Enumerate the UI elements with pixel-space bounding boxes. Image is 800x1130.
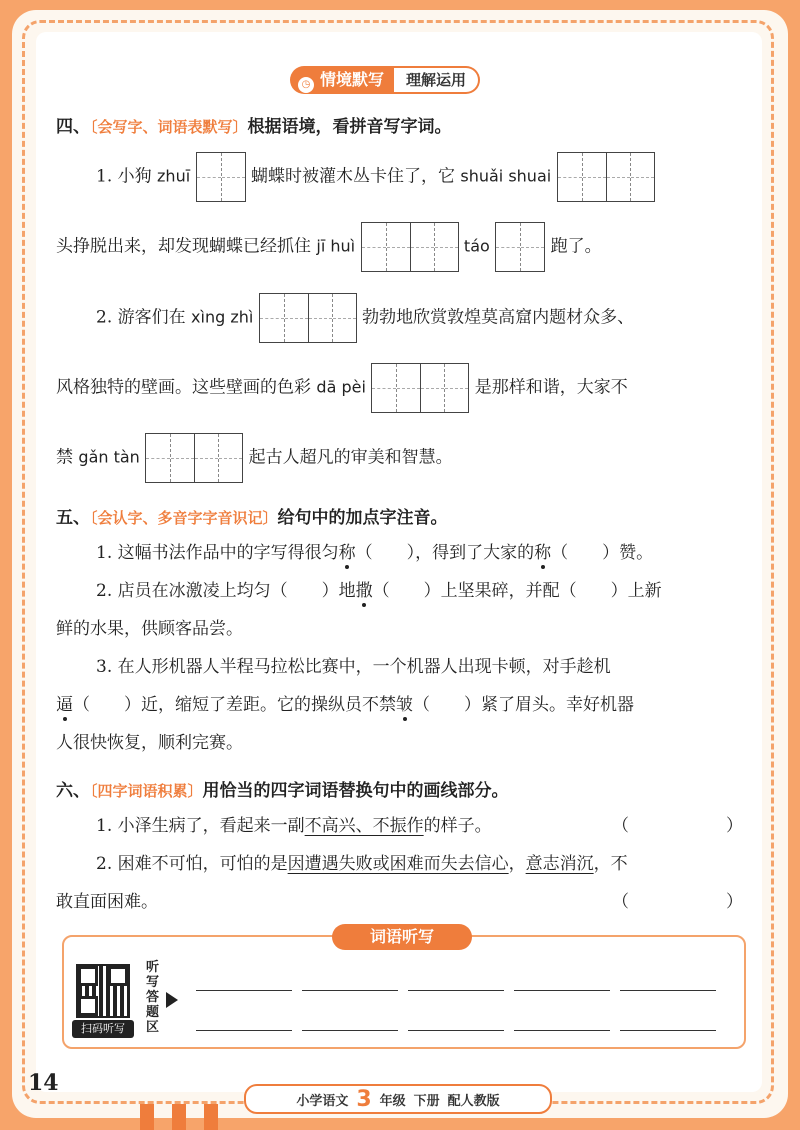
underlined-phrase: 不高兴、不振作	[304, 816, 424, 836]
text: 勃勃地欣赏敦煌莫高窟内题材众多、	[362, 307, 635, 328]
scan-label: 扫码听写	[72, 1020, 134, 1038]
decorative-tab	[204, 1104, 218, 1130]
dotted-char: 称	[338, 543, 356, 563]
answer-grid[interactable]	[196, 152, 246, 202]
answer-grid[interactable]	[495, 222, 545, 272]
answer-paren-text[interactable]: （ ）赞。	[551, 543, 654, 563]
answer-paren-text[interactable]: （ ），得到了大家的	[355, 543, 535, 563]
footer-subject: 小学语文	[296, 1093, 349, 1109]
pinyin: dā pèi	[316, 377, 366, 397]
text: 风格独特的壁画。这些壁画的色彩	[56, 377, 317, 398]
answer-grid[interactable]	[557, 152, 655, 202]
q6-answer-1-close: ）	[726, 816, 743, 836]
answer-grid[interactable]	[145, 433, 243, 483]
q6-answer-2-open[interactable]: （	[612, 892, 629, 912]
dictation-area	[62, 935, 746, 1049]
text: 2. 困难不可怕，可怕的是	[96, 854, 288, 874]
dotted-char: 撒	[355, 581, 373, 601]
text: ，不	[593, 854, 628, 874]
q5-line-3: 鲜的水果，供顾客品尝。	[56, 619, 243, 639]
text: 蝴蝶时被灌木丛卡住了，它	[250, 166, 461, 187]
text: 是那样和谐，大家不	[474, 377, 628, 398]
text: 2. 游客们在	[96, 307, 192, 328]
dictation-title: 词语听写	[332, 924, 472, 950]
q6-answer-2-close: ）	[726, 892, 743, 912]
text: 1. 这幅书法作品中的字写得很匀	[96, 543, 339, 563]
answer-paren-text[interactable]: （ ）近，缩短了差距。它的操纵员不禁	[73, 695, 396, 715]
question-tag: 〔会认字、多音字字音识记〕	[90, 509, 278, 527]
dictation-line[interactable]	[620, 1030, 716, 1031]
q4-line-1	[96, 152, 655, 202]
footer-edition: 配人教版	[447, 1093, 500, 1109]
q6-line-2	[96, 852, 628, 876]
answer-paren-text[interactable]: （ ）上坚果碎，并配（ ）上新	[372, 581, 662, 601]
dictation-line[interactable]	[408, 990, 504, 991]
q6-line-1	[96, 814, 492, 838]
pinyin: xìng zhì	[191, 307, 254, 327]
banner-title-pill	[290, 66, 394, 94]
qr-code-icon[interactable]	[76, 964, 130, 1018]
q5-line-2	[96, 579, 662, 603]
question-tag: 〔四字词语积累〕	[90, 782, 203, 800]
dictation-line[interactable]	[196, 1030, 292, 1031]
q6-line-3: 敢直面困难。	[56, 892, 158, 912]
answer-area-label: 听写答题区	[146, 960, 160, 1035]
text: 头挣脱出来，却发现蝴蝶已经抓住	[56, 236, 317, 257]
q5-line-1	[96, 541, 653, 565]
question-title: 根据语境，看拼音写字词。	[247, 117, 452, 137]
answer-paren-text[interactable]: 2. 店员在冰激凌上均匀（ ）地	[96, 581, 356, 601]
dotted-char: 皱	[396, 695, 413, 715]
answer-grid[interactable]	[361, 222, 459, 272]
pinyin: táo	[463, 236, 490, 256]
question-5-heading	[56, 503, 448, 528]
page-number: 14	[28, 1070, 59, 1096]
dictation-line[interactable]	[302, 990, 398, 991]
q4-line-5	[56, 433, 453, 483]
dictation-line[interactable]	[196, 990, 292, 991]
q5-line-4: 3. 在人形机器人半程马拉松比赛中，一个机器人出现卡顿，对手趁机	[96, 657, 611, 677]
text: 起古人超凡的审美和智慧。	[248, 447, 453, 468]
question-title: 给句中的加点字注音。	[277, 508, 448, 528]
underlined-phrase: 意志消沉	[525, 854, 594, 874]
dictation-line[interactable]	[620, 990, 716, 991]
question-6-heading	[56, 776, 509, 801]
question-number: 五、	[56, 508, 90, 528]
pinyin: gǎn tàn	[78, 447, 140, 467]
dictation-line[interactable]	[302, 1030, 398, 1031]
footer-grade-number: 3	[356, 1086, 372, 1112]
footer-grade-unit: 年级	[379, 1093, 406, 1109]
underlined-phrase: 因遭遇失败或困难而失去信心	[287, 854, 509, 874]
dotted-char: 称	[534, 543, 552, 563]
banner-subtitle: 理解运用	[394, 66, 480, 94]
section-banner	[290, 66, 480, 94]
q4-line-2	[56, 222, 602, 272]
pinyin: shuǎi shuai	[460, 166, 552, 186]
question-tag: 〔会写字、词语表默写〕	[90, 118, 248, 136]
clock-icon: ◷	[298, 77, 314, 93]
text: ，	[508, 854, 526, 874]
question-title: 用恰当的四字词语替换句中的画线部分。	[202, 781, 509, 801]
footer-badge	[244, 1084, 552, 1114]
pinyin: jī huì	[316, 236, 356, 256]
banner-title: 情境默写	[320, 70, 385, 89]
text: 1. 小狗	[96, 166, 158, 187]
text: 1. 小泽生病了，看起来一副	[96, 816, 305, 836]
q5-line-6: 人很快恢复，顺利完赛。	[56, 733, 243, 753]
dotted-char: 逼	[56, 695, 73, 715]
question-number: 四、	[56, 117, 90, 137]
answer-grid[interactable]	[259, 293, 357, 343]
decorative-tab	[172, 1104, 186, 1130]
text: 跑了。	[550, 236, 602, 257]
answer-paren-text[interactable]: （ ）紧了眉头。幸好机器	[413, 695, 634, 715]
decorative-tab	[140, 1104, 154, 1130]
footer-volume: 下册	[413, 1093, 440, 1109]
question-number: 六、	[56, 781, 90, 801]
q4-line-3	[96, 293, 634, 343]
arrow-right-icon	[166, 992, 178, 1008]
q4-line-4	[56, 363, 628, 413]
pinyin: zhuī	[157, 166, 191, 186]
dictation-line[interactable]	[408, 1030, 504, 1031]
answer-grid[interactable]	[371, 363, 469, 413]
q5-line-5	[56, 693, 634, 717]
dictation-line[interactable]	[514, 990, 610, 991]
q6-answer-1-open[interactable]: （	[612, 816, 629, 836]
question-4-heading	[56, 112, 452, 137]
text: 禁	[56, 447, 79, 468]
dictation-line[interactable]	[514, 1030, 610, 1031]
text: 的样子。	[423, 816, 492, 836]
